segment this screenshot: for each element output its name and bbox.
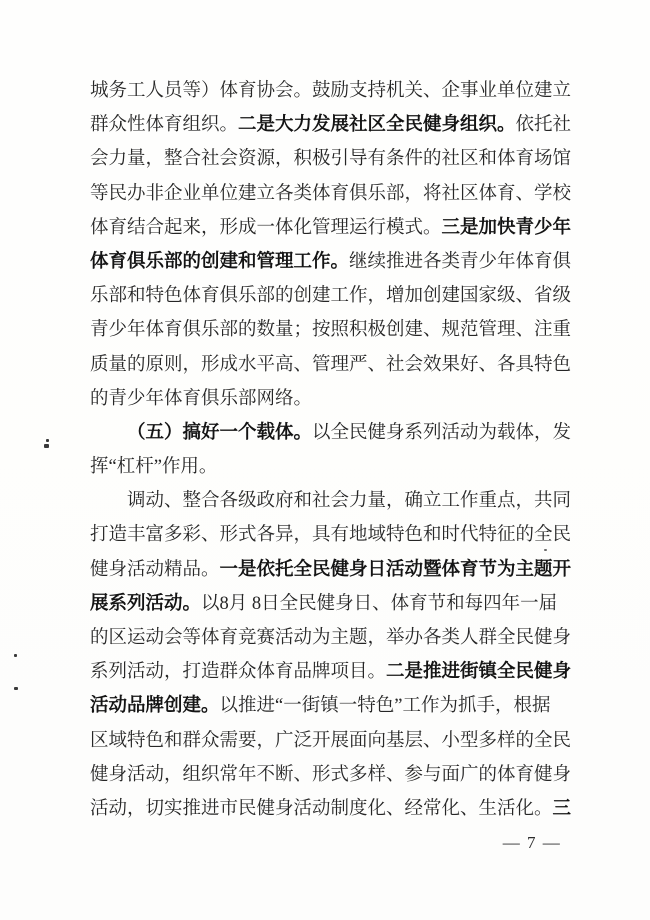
text-segment: 以推进“一街镇一特色”工作为抓手，根据 [219, 696, 551, 717]
text-segment: 会力量，整合社会资源，积极引导有条件的社区和体育场馆 [90, 149, 572, 170]
document-line [90, 74, 574, 108]
scan-speck [44, 444, 49, 448]
page-number: — 7 — [502, 833, 562, 852]
text-segment: 群众性体育组织。 [90, 115, 239, 136]
text-segment: 体育结合起来，形成一体化管理运行模式。 [90, 217, 442, 238]
document-text-block [90, 74, 574, 826]
text-segment: 青少年体育俱乐部的数量；按照积极创建、规范管理、注重 [90, 320, 572, 341]
document-line [90, 245, 574, 279]
bold-text-segment: 三是加快青少年 [441, 217, 572, 238]
document-line [90, 211, 574, 245]
text-segment: 活动，切实推进市民健身活动制度化、经常化、生活化。 [90, 798, 553, 819]
text-segment: 打造丰富多彩、形式各异，具有地域特色和时代特征的全民 [90, 525, 572, 546]
text-segment: 以全民健身系列活动为载体，发 [312, 422, 572, 443]
document-line [90, 108, 574, 142]
text-segment: 等民办非企业单位建立各类体育俱乐部，将社区体育、学校 [90, 183, 572, 204]
bold-text-segment: 二是大力发展社区全民健身组织。 [238, 115, 516, 136]
scan-speck [544, 549, 547, 551]
document-line [90, 348, 574, 382]
text-segment: 乐部和特色体育俱乐部的创建工作，增加创建国家级、省级 [90, 286, 572, 307]
text-segment: 挥“杠杆”作用。 [90, 457, 218, 478]
text-segment: 城务工人员等）体育协会。鼓励支持机关、企事业单位建立 [90, 81, 572, 101]
document-line [90, 621, 574, 655]
document-line [90, 587, 574, 621]
bold-text-segment: （五）搞好一个载体。 [127, 422, 313, 443]
document-line [90, 416, 574, 450]
text-segment: 的区运动会等体育竞赛活动为主题，举办各类人群全民健身 [90, 628, 572, 648]
text-segment: 的青少年体育俱乐部网络。 [90, 388, 313, 409]
document-line [90, 313, 574, 347]
document-line [90, 553, 574, 587]
document-line [90, 484, 574, 518]
text-segment: 健身活动，组织常年不断、形式多样、参与面广的体育健身 [90, 764, 572, 785]
document-line [90, 177, 574, 211]
document-line [90, 450, 574, 484]
scan-speck [14, 687, 18, 690]
text-segment: 健身活动精品。 [90, 559, 220, 580]
text-segment: 区域特色和群众需要，广泛开展面向基层、小型多样的全民 [90, 730, 572, 751]
bold-text-segment: 一是依托全民健身日活动暨体育节为主题开 [219, 559, 572, 580]
text-segment: 调动、整合各级政府和社会力量，确立工作重点，共同 [127, 491, 572, 512]
bold-text-segment: 展系列活动。 [90, 593, 202, 614]
document-line [90, 655, 574, 689]
scan-speck [46, 439, 49, 442]
document-line [90, 279, 574, 313]
bold-text-segment: 活动品牌创建。 [90, 696, 220, 717]
bold-text-segment: 二是推进街镇全民健身 [386, 662, 572, 683]
text-segment: 以8月 8日全民健身日、体育节和每四年一届 [201, 593, 558, 614]
document-line [90, 724, 574, 758]
text-segment: 系列活动，打造群众体育品牌项目。 [90, 662, 387, 683]
document-line [90, 758, 574, 792]
document-line [90, 382, 574, 416]
document-line [90, 518, 574, 552]
document-line [90, 142, 574, 176]
document-line [90, 792, 574, 826]
bold-text-segment: 体育俱乐部的创建和管理工作。 [90, 251, 350, 272]
text-segment: 继续推进各类青少年体育俱 [349, 251, 572, 272]
bold-text-segment: 三 [552, 798, 572, 819]
document-line [90, 689, 574, 723]
text-segment: 依托社 [515, 115, 572, 136]
scan-speck [14, 654, 17, 657]
text-segment: 质量的原则，形成水平高、管理严、社会效果好、各具特色 [90, 354, 572, 375]
